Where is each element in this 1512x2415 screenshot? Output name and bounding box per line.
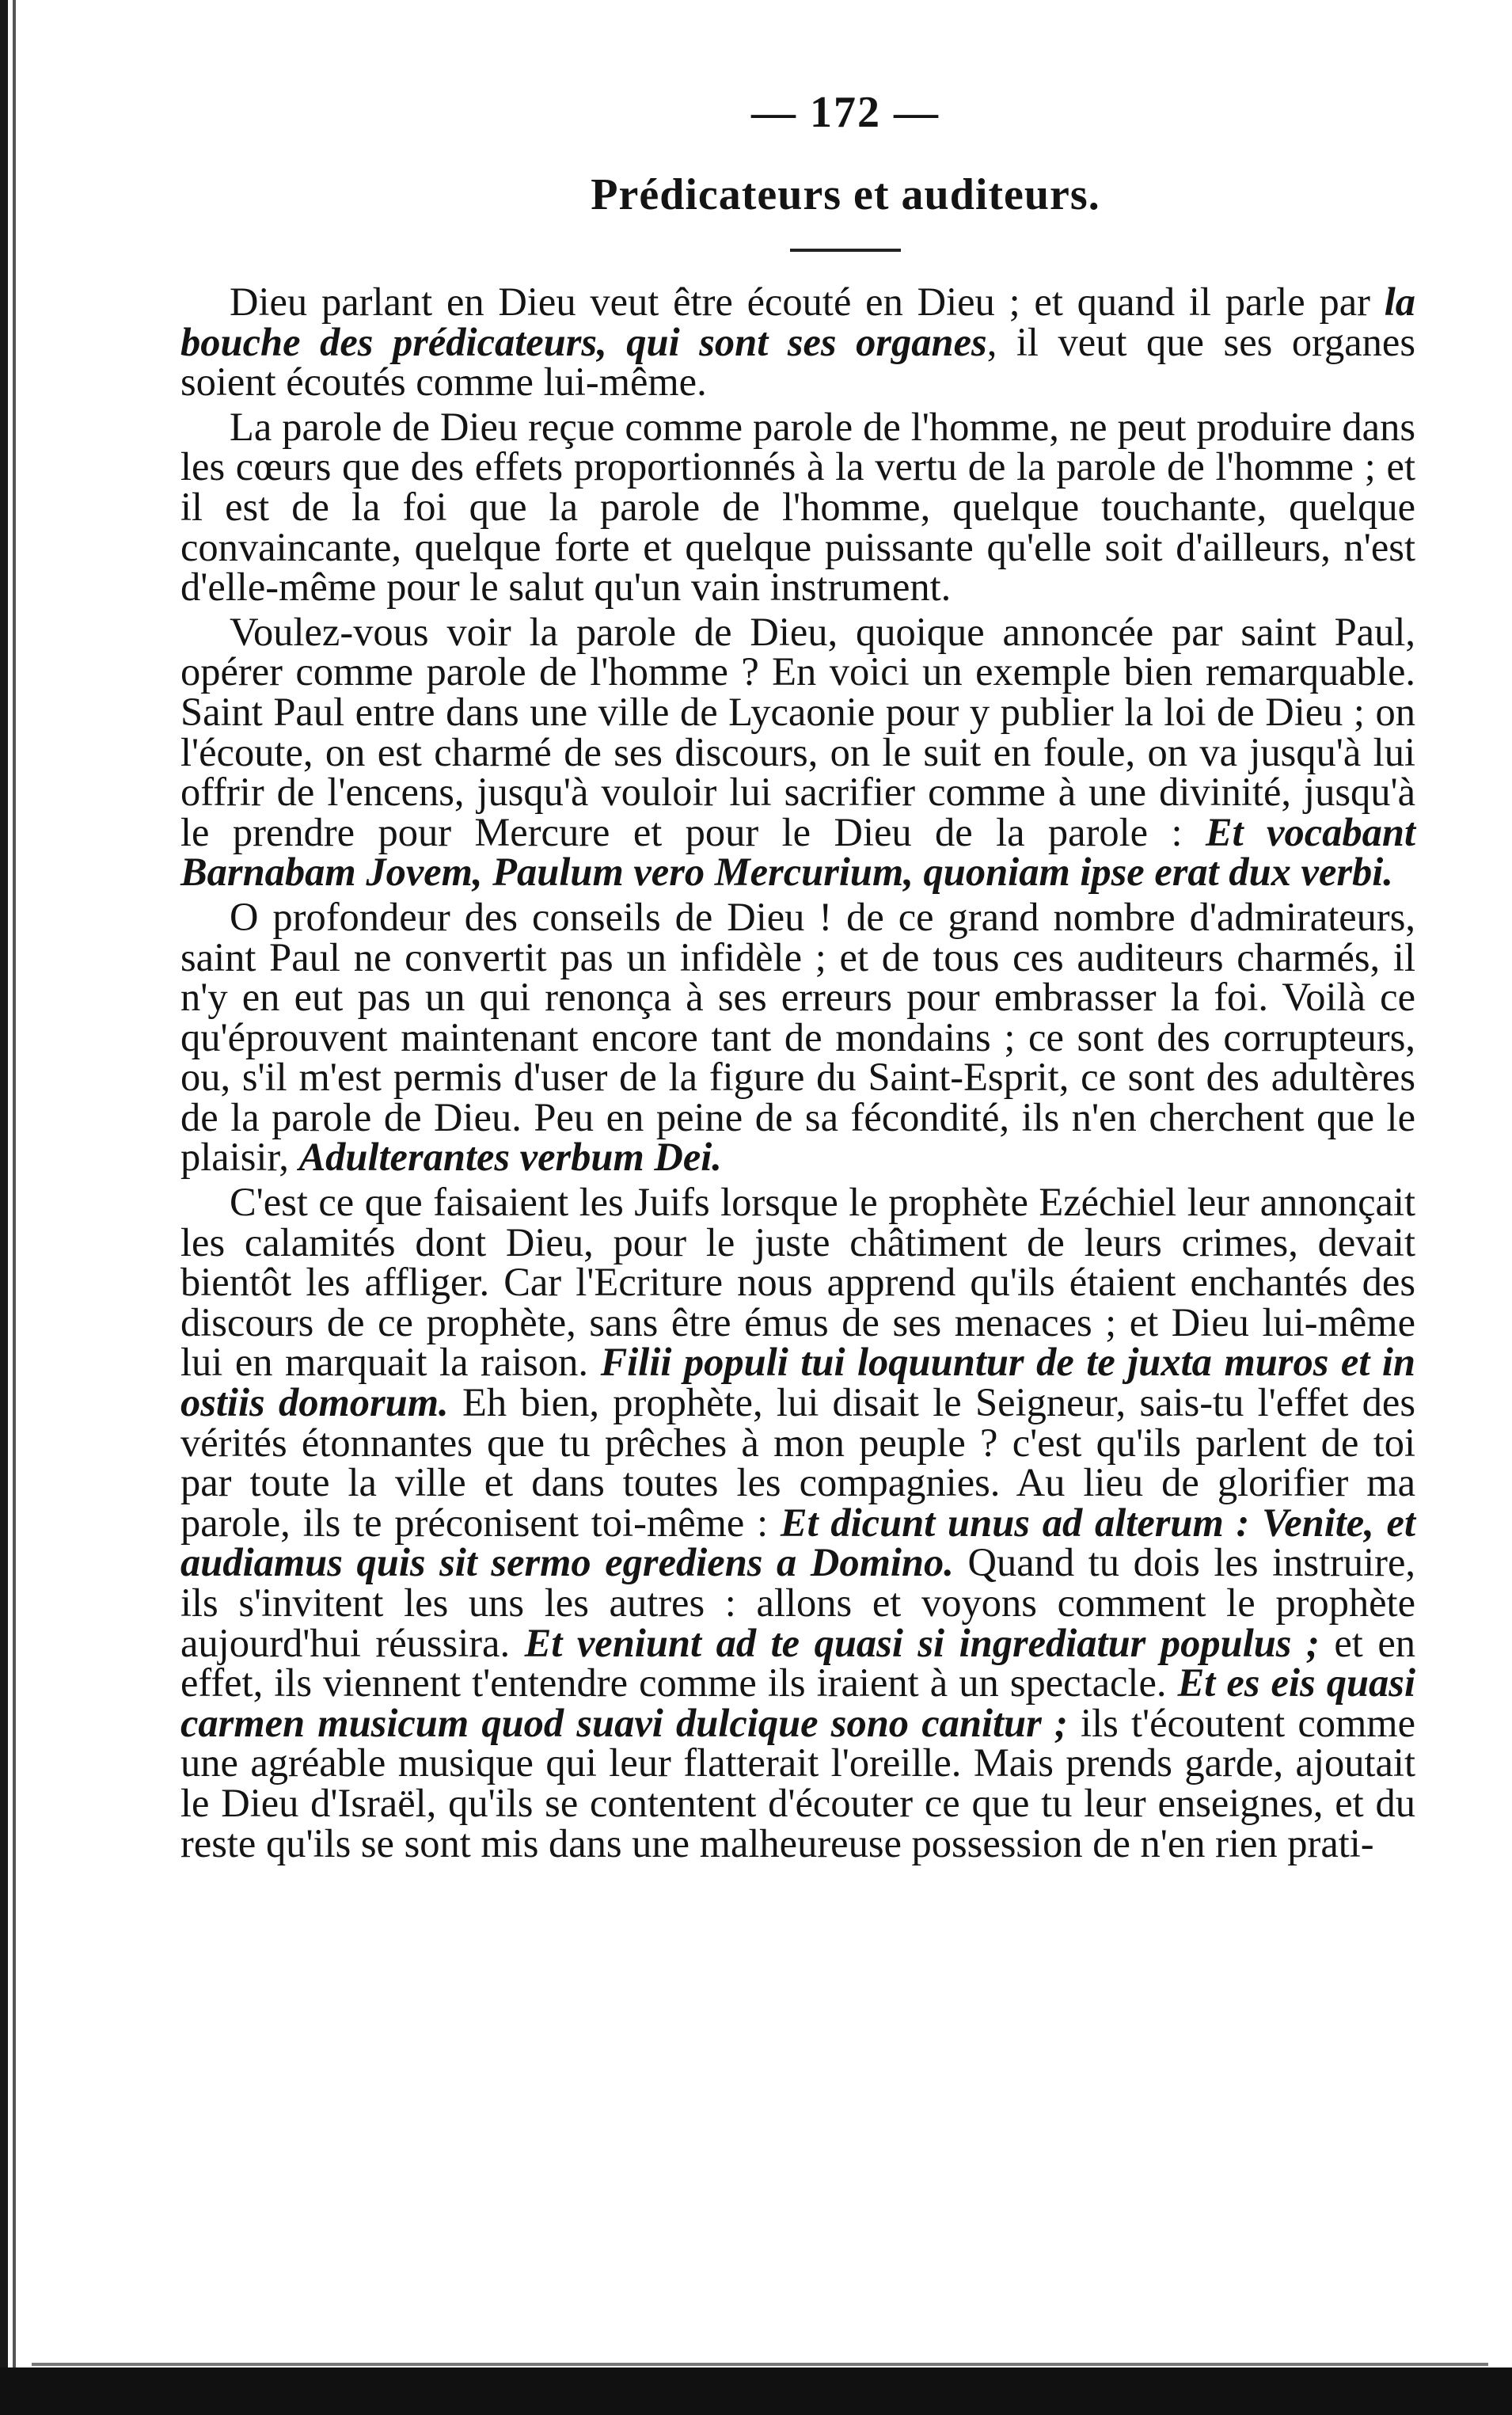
latin-quotation: Et es eis quasi carmen musicum quod suavi dulcique sono canitur ; xyxy=(180,1660,1415,1745)
text-run: C'est ce que faisaient les Juifs lorsque le prophète Ezéchiel leur annonçait les calamités dont Dieu, pour le juste châtiment de leurs crimes, devait bientôt les affliger. Car l'Ecriture nous apprend qu'ils étaient enchantés des discours de ce prophète, sans être émus de ses menaces ; et Dieu lui-même lui en marquait la raison. xyxy=(180,1180,1415,1385)
text-run: Voulez-vous voir la parole de Dieu, quoique annoncée par saint Paul, opérer comme parole de l'homme ? En voici un exemple bien remarquable. Saint Paul entre dans une ville de Lycaonie pour y publier la loi de Dieu ; on l'écoute, on est charmé de ses discours, on le suit en foule, on va jusqu'à lui offrir de l'encens, jusqu'à vouloir lui sacrifier comme à une divinité, jusqu'à le prendre pour Mercure et pour le Dieu de la parole : xyxy=(180,609,1415,854)
text-run: et en effet, ils viennent t'entendre comme ils iraient à un spectacle. xyxy=(180,1620,1415,1706)
page-number: — 172 — xyxy=(751,88,940,137)
scan-bottom-edge xyxy=(0,2367,1512,2415)
paragraph xyxy=(180,404,1415,610)
paragraph xyxy=(180,280,1415,405)
text-run: Dieu parlant en Dieu veut être écouté en Dieu ; et quand il parle par xyxy=(230,280,1385,324)
page-content xyxy=(180,87,1415,1863)
scan-edge-line xyxy=(32,2363,1488,2366)
title-divider xyxy=(790,249,901,252)
text-run: O profondeur des conseils de Dieu ! de ce grand nombre d'admirateurs, saint Paul ne convertit pas un infidèle ; et de tous ces auditeurs charmés, il n'y en eut pas un qui renonça à ses erreurs pour embrasser la foi. Voilà ce qu'éprouvent maintenant encore tant de mondains ; ce sont des corrupteurs, ou, s'il m'est permis d'user de la figure du Saint-Esprit, ce sont des adultères de la parole de Dieu. Peu en peine de sa fécondité, ils n'en cherchent que le plaisir, xyxy=(180,894,1415,1180)
latin-quotation: Et vocabant Barnabam Jovem, Paulum vero Mercurium, quoniam ipse erat dux verbi. xyxy=(180,809,1415,895)
latin-quotation: Adulterantes verbum Dei. xyxy=(298,1135,722,1180)
body-text xyxy=(180,282,1415,1863)
latin-quotation: la bouche des prédicateurs, qui sont ses organes xyxy=(180,280,1415,364)
paragraph xyxy=(180,609,1415,895)
latin-quotation: Filii populi tui loquuntur de te juxta muros et in ostiis domorum. xyxy=(180,1340,1415,1425)
text-run: La parole de Dieu reçue comme parole de l'homme, ne peut produire dans les cœurs que des effets proportionnés à la vertu de la parole de l'homme ; et il est de la foi que la parole de l'homme, quelque touchante, quelque convaincante, quelque forte et quelque puissante qu'elle soit d'ailleurs, n'est d'elle-même pour le salut qu'un vain instrument. xyxy=(180,404,1415,610)
binding-edge xyxy=(0,0,8,2415)
page-title: Prédicateurs et auditeurs. xyxy=(591,170,1100,219)
text-run: , il veut que ses organes soient écoutés comme lui-même. xyxy=(180,319,1415,405)
text-run: ils t'écoutent comme une agréable musique qui leur flatterait l'oreille. Mais prends garde, ajoutait le Dieu d'Israël, qu'ils se contentent d'écouter ce que tu leur enseignes, et du reste qu'ils se sont mis dans une malheureuse possession de n'en rien prati- xyxy=(180,1700,1415,1865)
latin-quotation: Et veniunt ad te quasi si ingrediatur populus ; xyxy=(524,1620,1320,1665)
latin-quotation: Et dicunt unus ad alterum : Venite, et audiamus quis sit sermo egrediens a Domino. xyxy=(180,1500,1416,1585)
paragraph xyxy=(180,894,1415,1180)
text-run: Eh bien, prophète, lui disait le Seigneur, sais-tu l'effet des vérités étonnantes que tu prêches à mon peuple ? c'est qu'ils parlent de toi par toute la ville et dans toutes les compagnies. Au lieu de glorifier ma parole, ils te préconisent toi-même : xyxy=(180,1380,1416,1545)
binding-edge-inner xyxy=(13,0,16,2415)
text-run: Quand tu dois les instruire, ils s'invitent les uns les autres : allons et voyons comment le prophète aujourd'hui réussira. xyxy=(180,1540,1415,1665)
paragraph xyxy=(180,1182,1415,1863)
